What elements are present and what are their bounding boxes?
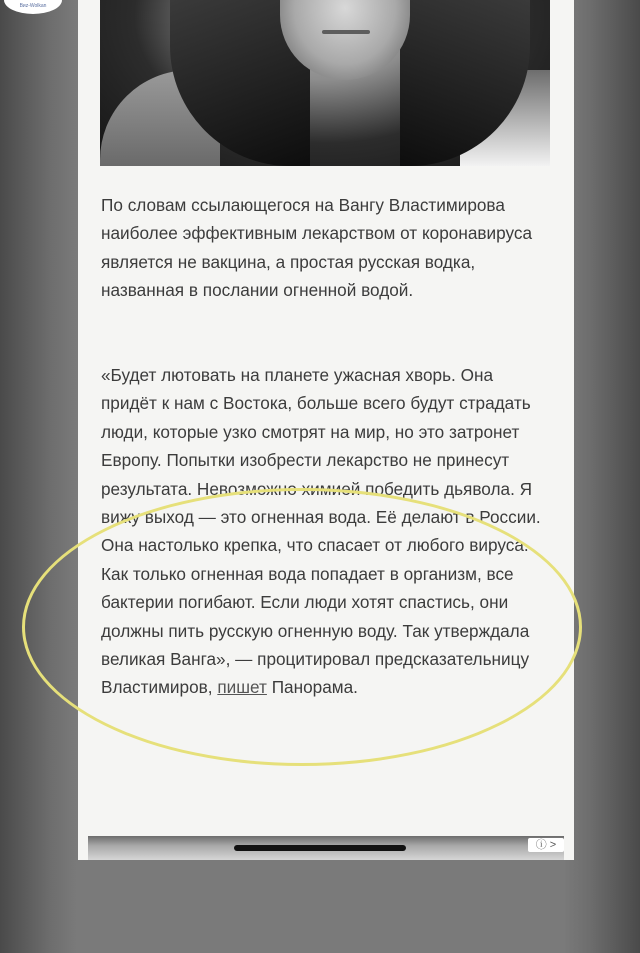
- article-photo: [100, 0, 550, 166]
- article-paragraph-2: [101, 361, 553, 702]
- source-link[interactable]: пишет: [217, 677, 267, 698]
- quote-text: «Будет лютовать на планете ужасная хворь. Она придёт к нам с Востока, больше всего будут страдать люди, которые узко смотрят на мир, но это затронет Европу. Попытки изобрести лекарство не принесут результата. Невозможно химией победить дьявола. Я вижу выход — это огненная вода. Её делают в России. Она настолько крепка, что спасает от любого вируса. Как только огненная вода попадает в организм, все бактерии погибают. Если люди хотят спастись, они должны пить русскую огненную воду. Так утверждала великая Ванга», — процитировал предсказательницу Властимиров,: [101, 365, 541, 698]
- profile-avatar[interactable]: [4, 0, 62, 14]
- ad-choices-icon[interactable]: ⓘ >: [528, 838, 564, 852]
- article-screenshot: [78, 0, 574, 860]
- source-name: Панорама.: [271, 677, 358, 698]
- avatar-label: Bиz-Wolkan: [19, 3, 47, 9]
- article-paragraph-1: По словам ссылающегося на Вангу Властимирова наиболее эффективным лекарством от коронавируса является не вакцина, а простая русская водка, названная в послании огненной водой.: [101, 195, 533, 301]
- home-indicator[interactable]: [234, 845, 406, 851]
